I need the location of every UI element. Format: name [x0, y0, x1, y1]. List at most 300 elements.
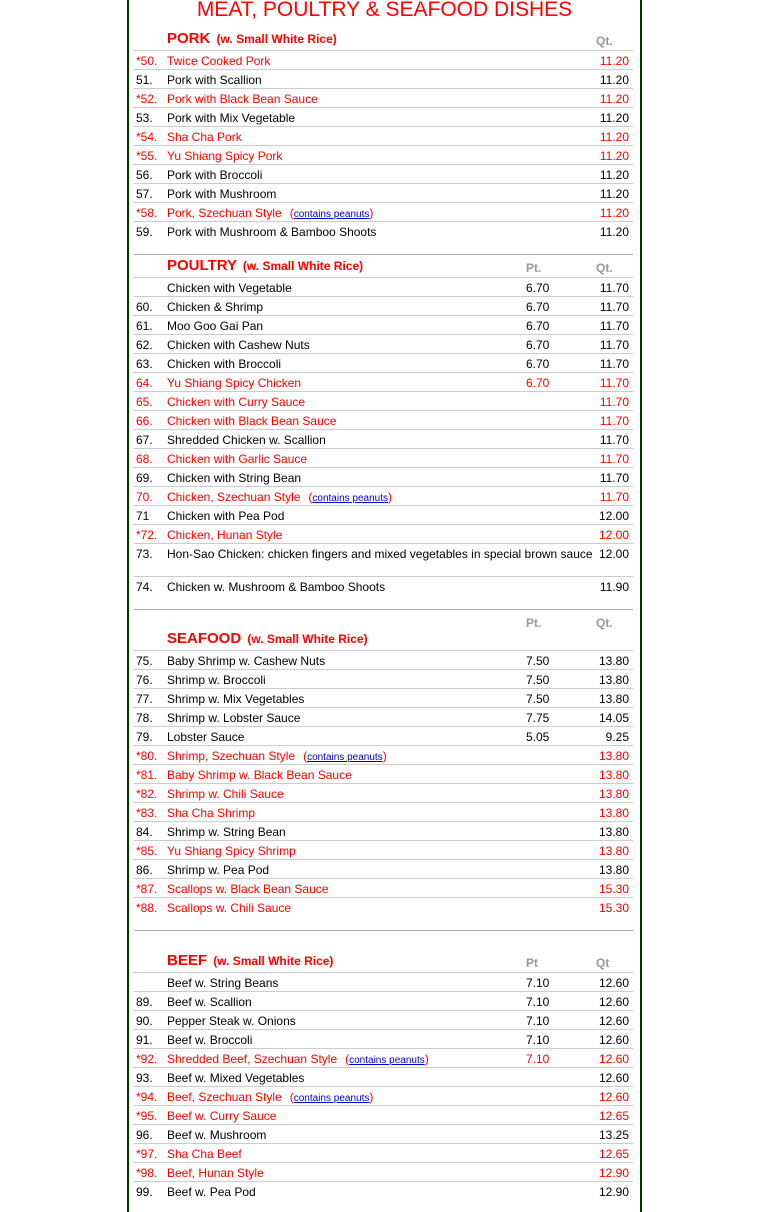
seafood-title	[167, 630, 368, 647]
quart-price: 13.80	[598, 692, 629, 706]
menu-item-row	[134, 688, 633, 707]
menu-item-row	[134, 821, 633, 840]
item-name	[167, 452, 527, 466]
item-name-text: Pork with Mix Vegetable	[167, 111, 296, 125]
item-name-text: Shrimp w. Mix Vegetables	[167, 692, 305, 706]
menu-item-row	[134, 1067, 633, 1086]
pork-section	[134, 28, 633, 240]
item-name-text: Chicken with String Bean	[167, 471, 302, 485]
item-name-text: Beef w. Scallion	[167, 995, 252, 1009]
item-number: *98.	[136, 1166, 158, 1180]
item-name-text: Baby Shrimp w. Cashew Nuts	[167, 654, 326, 668]
menu-item-row	[134, 524, 633, 543]
item-name-text: Twice Cooked Pork	[167, 54, 271, 68]
contains-peanuts-link[interactable]: contains peanuts	[293, 209, 370, 220]
item-name-text: Beef w. String Beans	[167, 976, 279, 990]
pt-column-label: Pt.	[526, 616, 542, 630]
item-number: 89.	[136, 995, 153, 1009]
quart-price: 12.60	[598, 976, 629, 990]
item-name	[167, 730, 527, 744]
item-name-text: Shrimp w. Lobster Sauce	[167, 711, 301, 725]
item-number: *55.	[136, 149, 158, 163]
pork-rice-note: (w. Small White Rice)	[216, 32, 337, 46]
item-number: *83.	[136, 806, 158, 820]
item-name	[167, 787, 527, 801]
menu-item-row	[134, 650, 633, 669]
item-number: 93.	[136, 1071, 153, 1085]
item-number: 65.	[136, 395, 153, 409]
pint-price: 7.10	[526, 1052, 550, 1066]
peanut-note: (contains peanuts)	[345, 1052, 429, 1066]
item-name	[167, 825, 527, 839]
pint-price: 5.05	[526, 730, 550, 744]
item-name	[167, 509, 527, 523]
item-number: 90.	[136, 1014, 153, 1028]
item-name-text: Sha Cha Pork	[167, 130, 242, 144]
pint-price: 6.70	[526, 357, 550, 371]
item-name-text: Shrimp, Szechuan Style	[167, 749, 296, 763]
item-name-text: Beef w. Curry Sauce	[167, 1109, 277, 1123]
menu-item-row	[134, 726, 633, 745]
item-number: *72.	[136, 528, 158, 542]
item-number: 53.	[136, 111, 153, 125]
pint-price: 7.10	[526, 1014, 550, 1028]
pint-price: 6.70	[526, 338, 550, 352]
quart-price: 12.00	[598, 509, 629, 523]
seafood-name: SEAFOOD	[167, 630, 242, 647]
pork-title	[167, 30, 337, 47]
item-name-text: Beef w. Pea Pod	[167, 1185, 256, 1199]
item-number: *88.	[136, 901, 158, 915]
item-name	[167, 471, 527, 485]
menu-item-row	[134, 543, 633, 576]
item-number: *87.	[136, 882, 158, 896]
item-name	[167, 225, 527, 239]
menu-item-row	[134, 991, 633, 1010]
item-name-text: Pork with Black Bean Sauce	[167, 92, 318, 106]
poultry-header	[134, 255, 633, 277]
menu-item-row	[134, 745, 633, 764]
item-name	[167, 111, 527, 125]
poultry-name: POULTRY	[167, 257, 237, 274]
menu-item-row	[134, 410, 633, 429]
pork-header	[134, 28, 633, 50]
item-number: 79.	[136, 730, 153, 744]
pint-price: 7.75	[526, 711, 550, 725]
quart-price: 13.80	[598, 768, 629, 782]
item-name-text: Beef w. Mixed Vegetables	[167, 1071, 305, 1085]
item-number: 77.	[136, 692, 153, 706]
quart-price: 12.65	[598, 1109, 629, 1123]
item-name	[167, 995, 527, 1009]
quart-price: 13.80	[598, 654, 629, 668]
menu-item-row	[134, 802, 633, 821]
item-number: *92.	[136, 1052, 158, 1066]
item-name	[167, 149, 527, 163]
menu-item-row	[134, 669, 633, 688]
item-number: 73.	[136, 547, 153, 561]
item-name	[167, 749, 527, 765]
item-name-text: Lobster Sauce	[167, 730, 245, 744]
item-name	[167, 376, 527, 390]
item-name-text: Chicken w. Mushroom & Bamboo Shoots	[167, 580, 386, 594]
item-name	[167, 414, 527, 428]
beef-title	[167, 952, 333, 969]
item-name	[167, 1090, 527, 1106]
quart-price: 13.80	[598, 673, 629, 687]
item-name	[167, 1128, 527, 1142]
item-name-text: Sha Cha Shrimp	[167, 806, 256, 820]
quart-price: 11.20	[599, 73, 629, 87]
menu-item-row	[134, 576, 633, 595]
item-name-text: Chicken with Pea Pod	[167, 509, 285, 523]
menu-item-row	[134, 1105, 633, 1124]
item-number: *54.	[136, 130, 158, 144]
item-name-text: Chicken with Cashew Nuts	[167, 338, 310, 352]
peanut-note: (contains peanuts)	[289, 206, 374, 220]
menu-item-row	[134, 1086, 633, 1105]
contains-peanuts-link[interactable]: contains peanuts	[349, 1055, 425, 1066]
pt-column-label: Pt	[526, 956, 538, 970]
item-name	[167, 654, 527, 668]
quart-price: 11.70	[599, 490, 629, 504]
menu-item-row	[134, 277, 633, 296]
item-name-text: Chicken with Vegetable	[167, 281, 292, 295]
item-name-text: Chicken with Broccoli	[167, 357, 282, 371]
seafood-section	[134, 610, 633, 916]
item-name	[167, 528, 527, 542]
item-number: 57.	[136, 187, 153, 201]
menu-item-row	[134, 783, 633, 802]
item-name-text: Scallops w. Chili Sauce	[167, 901, 292, 915]
menu-item-row	[134, 88, 633, 107]
quart-price: 13.80	[598, 825, 629, 839]
item-name-text: Pork with Broccoli	[167, 168, 263, 182]
item-name	[167, 1109, 527, 1123]
quart-price: 13.80	[598, 806, 629, 820]
item-name	[167, 433, 527, 447]
menu-item-row	[134, 69, 633, 88]
quart-price: 12.90	[598, 1166, 629, 1180]
item-number: 62.	[136, 338, 153, 352]
item-name	[167, 357, 527, 371]
quart-price: 13.80	[598, 844, 629, 858]
quart-price: 13.80	[598, 749, 629, 763]
menu-item-row	[134, 50, 633, 69]
item-name	[167, 976, 527, 990]
menu-item-row	[134, 372, 633, 391]
poultry-section	[134, 255, 633, 595]
item-number: *82.	[136, 787, 158, 801]
pork-name: PORK	[167, 30, 211, 47]
menu-item-row	[134, 505, 633, 524]
item-number: *85.	[136, 844, 158, 858]
item-name	[167, 1166, 527, 1180]
item-name-text: Chicken & Shrimp	[167, 300, 264, 314]
pint-price: 7.10	[526, 995, 550, 1009]
quart-price: 13.80	[598, 863, 629, 877]
menu-item-row	[134, 467, 633, 486]
item-name	[167, 547, 593, 561]
beef-header	[134, 931, 633, 972]
quart-price: 11.70	[599, 395, 629, 409]
menu-item-row	[134, 315, 633, 334]
menu-page	[127, 0, 642, 1212]
item-number: 76.	[136, 673, 153, 687]
quart-price: 12.60	[598, 1014, 629, 1028]
beef-section	[134, 931, 633, 1200]
pork-list	[134, 50, 633, 240]
menu-item-row	[134, 202, 633, 221]
item-name	[167, 901, 527, 915]
quart-price: 11.20	[599, 225, 629, 239]
peanut-note: (contains peanuts)	[303, 749, 387, 763]
item-number: 68.	[136, 452, 153, 466]
peanut-note: (contains peanuts)	[289, 1090, 374, 1104]
item-number: 99.	[136, 1185, 153, 1199]
item-number: 64.	[136, 376, 153, 390]
item-name-text: Shredded Chicken w. Scallion	[167, 433, 326, 447]
pint-price: 7.50	[526, 654, 550, 668]
menu-item-row	[134, 1029, 633, 1048]
pt-column-label: Pt.	[526, 261, 542, 275]
item-name	[167, 206, 527, 222]
poultry-list	[134, 277, 633, 595]
menu-item-row	[134, 1143, 633, 1162]
quart-price: 11.70	[599, 471, 629, 485]
item-name	[167, 882, 527, 896]
item-name-text: Moo Goo Gai Pan	[167, 319, 264, 333]
quart-price: 11.70	[599, 319, 629, 333]
contains-peanuts-link[interactable]: contains peanuts	[293, 1093, 370, 1104]
beef-list	[134, 972, 633, 1200]
item-name	[167, 168, 527, 182]
item-name-text: Chicken, Hunan Style	[167, 528, 283, 542]
item-name	[167, 692, 527, 706]
item-name-text: Pork, Szechuan Style	[167, 206, 282, 220]
quart-price: 9.25	[605, 730, 629, 744]
item-name-text: Pork with Mushroom	[167, 187, 277, 201]
poultry-rice-note: (w. Small White Rice)	[242, 259, 364, 273]
qt-column-label: Qt.	[596, 616, 613, 630]
quart-price: 12.60	[598, 1033, 629, 1047]
item-number: 96.	[136, 1128, 153, 1142]
quart-price: 14.05	[598, 711, 629, 725]
item-name	[167, 806, 527, 820]
menu-item-row	[134, 145, 633, 164]
seafood-header	[134, 610, 633, 650]
menu-item-row	[134, 1181, 633, 1200]
item-number: *95.	[136, 1109, 158, 1123]
pint-price: 7.50	[526, 692, 550, 706]
quart-price: 12.00	[598, 528, 629, 542]
seafood-rice-note: (w. Small White Rice)	[247, 632, 368, 646]
menu-item-row	[134, 183, 633, 202]
quart-price: 11.20	[599, 187, 629, 201]
item-name-text: Yu Shiang Spicy Pork	[167, 149, 283, 163]
item-name	[167, 319, 527, 333]
item-name-text: Shrimp w. Pea Pod	[167, 863, 270, 877]
item-name-text: Chicken with Garlic Sauce	[167, 452, 308, 466]
quart-price: 11.20	[599, 130, 629, 144]
item-number: 66.	[136, 414, 153, 428]
item-number: 59.	[136, 225, 153, 239]
pint-price: 7.10	[526, 1033, 550, 1047]
quart-price: 12.65	[598, 1147, 629, 1161]
quart-price: 12.60	[598, 995, 629, 1009]
item-number: 69.	[136, 471, 153, 485]
quart-price: 11.70	[599, 338, 629, 352]
item-name	[167, 130, 527, 144]
item-name-text: Baby Shrimp w. Black Bean Sauce	[167, 768, 352, 782]
beef-rice-note: (w. Small White Rice)	[213, 954, 334, 968]
item-name	[167, 673, 527, 687]
item-name	[167, 1185, 527, 1199]
item-name	[167, 768, 527, 782]
item-name	[167, 1147, 527, 1161]
quart-price: 11.70	[599, 357, 629, 371]
quart-price: 15.30	[598, 882, 629, 896]
quart-price: 11.20	[599, 206, 629, 220]
beef-name: BEEF	[167, 952, 208, 969]
pint-price: 7.50	[526, 673, 550, 687]
pint-price: 6.70	[526, 376, 550, 390]
menu-item-row	[134, 429, 633, 448]
quart-price: 11.20	[599, 111, 629, 125]
qt-column-label: Qt.	[596, 34, 613, 48]
item-number: *52.	[136, 92, 158, 106]
item-name	[167, 73, 527, 87]
item-name	[167, 580, 527, 594]
pint-price: 6.70	[526, 319, 550, 333]
item-number: *94.	[136, 1090, 158, 1104]
quart-price: 11.70	[599, 414, 629, 428]
item-name	[167, 1014, 527, 1028]
menu-item-row	[134, 1124, 633, 1143]
item-name	[167, 281, 527, 295]
item-name-text: Hon-Sao Chicken: chicken fingers and mixed vegetables in special brown sauce	[167, 547, 593, 561]
menu-item-row	[134, 1048, 633, 1067]
item-name-text: Pork with Mushroom & Bamboo Shoots	[167, 225, 377, 239]
item-name-text: Beef w. Broccoli	[167, 1033, 253, 1047]
item-number: 60.	[136, 300, 153, 314]
item-number: *58.	[136, 206, 158, 220]
seafood-list	[134, 650, 633, 916]
item-name-text: Sha Cha Beef	[167, 1147, 242, 1161]
item-name	[167, 490, 527, 506]
quart-price: 15.30	[598, 901, 629, 915]
item-number: 51.	[136, 73, 153, 87]
menu-item-row	[134, 707, 633, 726]
item-name	[167, 54, 527, 68]
quart-price: 12.00	[598, 547, 629, 561]
menu-item-row	[134, 972, 633, 991]
quart-price: 11.70	[599, 452, 629, 466]
item-name	[167, 711, 527, 725]
item-name-text: Chicken, Szechuan Style	[167, 490, 301, 504]
menu-item-row	[134, 126, 633, 145]
item-name-text: Shredded Beef, Szechuan Style	[167, 1052, 338, 1066]
item-number: 91.	[136, 1033, 153, 1047]
quart-price: 11.70	[599, 281, 629, 295]
quart-price: 13.80	[598, 787, 629, 801]
quart-price: 11.20	[599, 168, 629, 182]
menu-item-row	[134, 859, 633, 878]
item-name-text: Pork with Scallion	[167, 73, 262, 87]
quart-price: 13.25	[598, 1128, 629, 1142]
item-name	[167, 1071, 527, 1085]
quart-price: 11.20	[599, 92, 629, 106]
item-name-text: Beef w. Mushroom	[167, 1128, 267, 1142]
item-number: 56.	[136, 168, 153, 182]
item-name-text: Beef, Szechuan Style	[167, 1090, 282, 1104]
quart-price: 11.20	[599, 54, 629, 68]
item-number: 86.	[136, 863, 153, 877]
item-number: 61.	[136, 319, 153, 333]
item-name	[167, 1052, 527, 1068]
quart-price: 12.60	[598, 1071, 629, 1085]
item-name	[167, 863, 527, 877]
item-name-text: Chicken with Black Bean Sauce	[167, 414, 337, 428]
item-number: *80.	[136, 749, 158, 763]
item-name-text: Yu Shiang Spicy Chicken	[167, 376, 302, 390]
quart-price: 11.70	[599, 376, 629, 390]
quart-price: 12.60	[598, 1052, 629, 1066]
qt-column-label: Qt	[596, 956, 610, 970]
quart-price: 12.60	[598, 1090, 629, 1104]
menu-item-row	[134, 764, 633, 783]
item-name	[167, 187, 527, 201]
item-name	[167, 1033, 527, 1047]
menu-item-row	[134, 391, 633, 410]
item-name	[167, 338, 527, 352]
menu-item-row	[134, 221, 633, 240]
item-number: 67.	[136, 433, 153, 447]
item-number: 75.	[136, 654, 153, 668]
contains-peanuts-link[interactable]: contains peanuts	[312, 493, 389, 504]
menu-item-row	[134, 1010, 633, 1029]
quart-price: 12.90	[598, 1185, 629, 1199]
menu-item-row	[134, 448, 633, 467]
item-number: *81.	[136, 768, 158, 782]
menu-item-row	[134, 164, 633, 183]
item-number: 63.	[136, 357, 153, 371]
item-number: 71	[136, 509, 150, 523]
item-number: *50.	[136, 54, 158, 68]
item-number: 84.	[136, 825, 153, 839]
menu-item-row	[134, 878, 633, 897]
item-name-text: Shrimp w. String Bean	[167, 825, 286, 839]
item-number: 74.	[136, 580, 153, 594]
qt-column-label: Qt.	[596, 261, 613, 275]
quart-price: 11.70	[599, 300, 629, 314]
pint-price: 7.10	[526, 976, 550, 990]
menu-item-row	[134, 1162, 633, 1181]
poultry-title	[167, 257, 363, 274]
page-title: MEAT, POULTRY & SEAFOOD DISHES	[196, 0, 573, 21]
menu-item-row	[134, 353, 633, 372]
quart-price: 11.20	[599, 149, 629, 163]
item-name-text: Shrimp w. Chili Sauce	[167, 787, 284, 801]
menu-item-row	[134, 840, 633, 859]
item-name	[167, 395, 527, 409]
menu-item-row	[134, 107, 633, 126]
menu-item-row	[134, 486, 633, 505]
item-number: 70.	[136, 490, 153, 504]
menu-item-row	[134, 334, 633, 353]
contains-peanuts-link[interactable]: contains peanuts	[307, 752, 383, 763]
pint-price: 6.70	[526, 300, 550, 314]
